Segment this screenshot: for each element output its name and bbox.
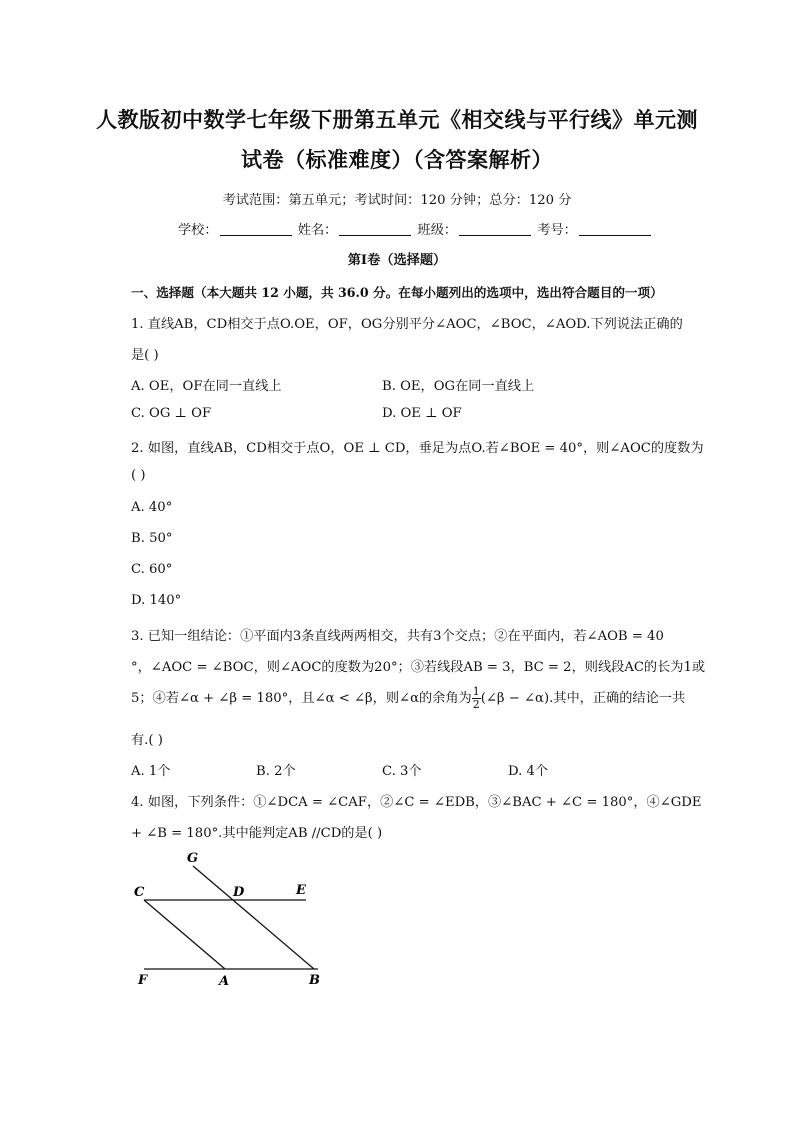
q2-option-c[interactable]: C. 60°	[131, 562, 173, 577]
q3-stem-line3-a: 5；④若∠α + ∠β = 180°，且∠α < ∠β，则∠α的余角为	[131, 691, 472, 706]
school-label: 学校：	[178, 223, 218, 238]
line-ca	[144, 900, 225, 969]
label-e: E	[296, 883, 306, 898]
exam-info: 考试范围：第五单元；考试时间：120 分钟；总分：120 分	[222, 193, 572, 208]
label-b: B	[309, 973, 320, 988]
label-a: A	[219, 974, 230, 989]
q2-option-a[interactable]: A. 40°	[131, 500, 173, 515]
title-line-2: 试卷（标准难度）（含答案解析）	[241, 148, 553, 172]
q4-stem-line2: + ∠B = 180°.其中能判定AB //CD的是( )	[131, 826, 383, 841]
label-c: C	[134, 885, 145, 900]
q1-option-b[interactable]: B. OE，OG在同一直线上	[382, 379, 535, 394]
q3-option-d[interactable]: D. 4个	[508, 764, 549, 779]
q2-option-d[interactable]: D. 140°	[131, 593, 182, 608]
class-label: 班级：	[417, 223, 458, 238]
q4-stem-line1: 4. 如图，下列条件：①∠DCA = ∠CAF，②∠C = ∠EDB，③∠BAC + ∠C = 180°，④∠GDE	[131, 795, 702, 810]
label-f: F	[138, 973, 148, 988]
q1-option-a[interactable]: A. OE，OF在同一直线上	[131, 379, 282, 394]
q3-option-c[interactable]: C. 3个	[382, 764, 422, 779]
number-label: 考号：	[537, 223, 577, 238]
q1-stem-line1: 1. 直线AB，CD相交于点O.OE，OF，OG分别平分∠AOC，∠BOC，∠AOD.下列说法正确的	[131, 317, 683, 332]
section-header: 一、选择题（本大题共 12 小题，共 36.0 分。在每小题列出的选项中，选出符合题目的一项）	[131, 285, 663, 300]
label-g: G	[187, 851, 199, 866]
label-d: D	[233, 885, 245, 900]
q3-stem-line3-b: (∠β − ∠α).其中，正确的结论一共	[480, 691, 686, 706]
fraction-denominator: 2	[472, 698, 480, 711]
q3-stem-line4: 有.( )	[131, 733, 163, 748]
name-label: 姓名：	[297, 223, 338, 238]
q2-stem-line2: ( )	[131, 468, 146, 483]
q2-option-b[interactable]: B. 50°	[131, 531, 173, 546]
q1-option-c[interactable]: C. OG ⊥ OF	[131, 406, 212, 421]
q1-stem-line2: 是( )	[131, 348, 159, 363]
q3-stem-line1: 3. 已知一组结论：①平面内3条直线两两相交，共有3个交点；②在平面内，若∠AOB = 40	[131, 629, 664, 644]
title-line-1: 人教版初中数学七年级下册第五单元《相交线与平行线》单元测	[96, 108, 698, 132]
q1-option-d[interactable]: D. OE ⊥ OF	[382, 406, 462, 421]
fraction-numerator: 1	[472, 685, 480, 698]
line-gb	[193, 866, 314, 969]
q2-stem-line1: 2. 如图，直线AB，CD相交于点O，OE ⊥ CD，垂足为点O.若∠BOE = 40°，则∠AOC的度数为	[131, 441, 704, 456]
part-title: 第Ⅰ卷（选择题）	[347, 253, 447, 268]
q3-option-a[interactable]: A. 1个	[131, 764, 171, 779]
q3-stem-line2: °，∠AOC = ∠BOC，则∠AOC的度数为20°；③若线段AB = 3，BC = 2，则线段AC的长为1或	[131, 660, 706, 675]
q3-option-b[interactable]: B. 2个	[256, 764, 296, 779]
